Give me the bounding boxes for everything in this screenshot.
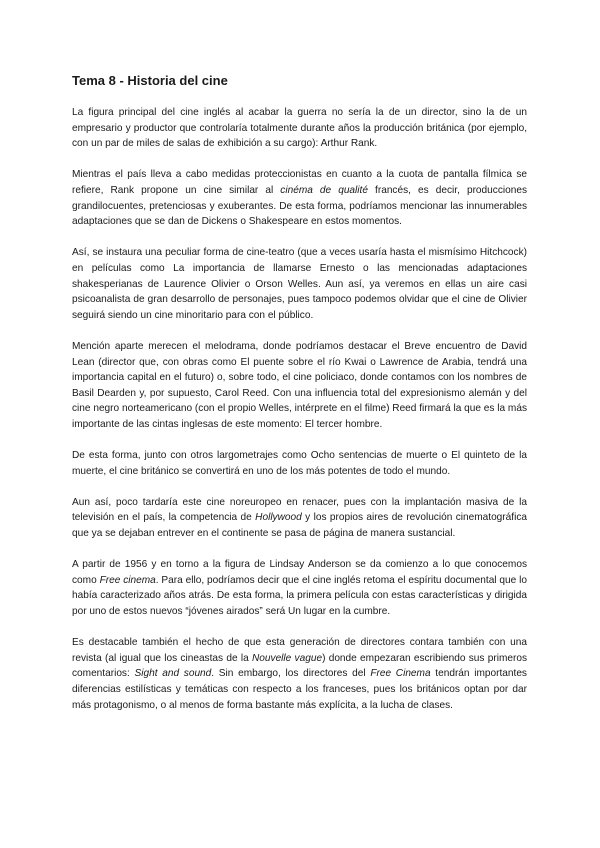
paragraph-5: De esta forma, junto con otros largometrajes como Ocho sentencias de muerte o El quinteto de la muerte, el cine británico se convertirá en uno de los más potentes de todo el mundo. xyxy=(72,450,527,477)
italic-term: cinéma de qualité xyxy=(280,184,368,196)
paragraph-1: La figura principal del cine inglés al acabar la guerra no sería la de un director, sino la de un empresario y productor que controlaría totalmente durante años la producción británica (por ejemplo, con un par de miles de salas de exhibición a su cargo): Arthur Rank. xyxy=(72,107,527,150)
italic-term: Sight and sound xyxy=(134,668,212,680)
paragraph-8: Es destacable también el hecho de que esta generación de directores contara también con una revista (al igual que los cineastas de la Nouvelle vague) donde empezaran escribiendo sus primeros comentarios: Sight and sound. Sin embargo, los directores del Free Cinema tendrán importantes diferencias estilísticas y temáticas con respecto a los franceses, pues los británicos optan por dar más protagonismo, o al menos de forma bastante más explícita, a la lucha de clases. xyxy=(72,637,527,711)
paragraph-6: Aun así, poco tardaría este cine noreuropeo en renacer, pues con la implantación masiva de la televisión en el país, la competencia de Hollywood y los propios aires de revolución cinematográfica que ya se dejaban entrever en el continente se pasa de página de manera sustancial. xyxy=(72,496,527,540)
page-title: Tema 8 - Historia del cine xyxy=(72,73,228,88)
paragraph-3: Así, se instaura una peculiar forma de cine-teatro (que a veces usaría hasta el mismísimo Hitchcock) en películas como La importancia de llamarse Ernesto o las mencionadas adaptaciones shakesperianas de Laurence Olivier o Orson Welles. Aun así, ya veremos en ellas un aire casi psicoanalista de gran desarrollo de personajes, pues tampoco podemos olvidar que el cine de Olivier seguirá siendo un cine minoritario para con el público. xyxy=(72,247,527,321)
paragraph-7: A partir de 1956 y en torno a la figura de Lindsay Anderson se da comienzo a lo que conocemos como Free cinema. Para ello, podríamos decir que el cine inglés retoma el espíritu documental que lo había caracterizado años atrás. De esta forma, la primera película con estas características y dirigida por uno de estos nuevos “jóvenes airados” será Un lugar en la cumbre. xyxy=(72,559,527,617)
document-body xyxy=(72,105,527,713)
italic-term: Hollywood xyxy=(255,512,302,524)
paragraph-2: Mientras el país lleva a cabo medidas proteccionistas en cuanto a la cuota de pantalla fílmica se refiere, Rank propone un cine similar al cinéma de qualité francés, es decir, producciones grandilocuentes, pretenciosas y exuberantes. De esta forma, podríamos mencionar las innumerables adaptaciones que se dan de Dickens o Shakespeare en estos momentos. xyxy=(72,169,527,228)
paragraph-4: Mención aparte merecen el melodrama, donde podríamos destacar el Breve encuentro de David Lean (director que, con obras como El puente sobre el río Kwai o Lawrence de Arabia, tendrá una importancia capital en el futuro) o, sobre todo, el cine policiaco, donde contamos con los nombres de Basil Dearden y, por supuesto, Carol Reed. Con una influencia total del expresionismo alemán y del cine negro norteamericano (con el propio Welles, intérprete en el filme) Reed firmará la que es la más importante de las cintas inglesas de este momento: El tercer hombre. xyxy=(72,340,527,430)
italic-term: Nouvelle vague xyxy=(252,652,323,664)
italic-term: Free cinema xyxy=(99,574,156,586)
italic-term: Free Cinema xyxy=(370,668,431,680)
document-page xyxy=(72,72,527,729)
